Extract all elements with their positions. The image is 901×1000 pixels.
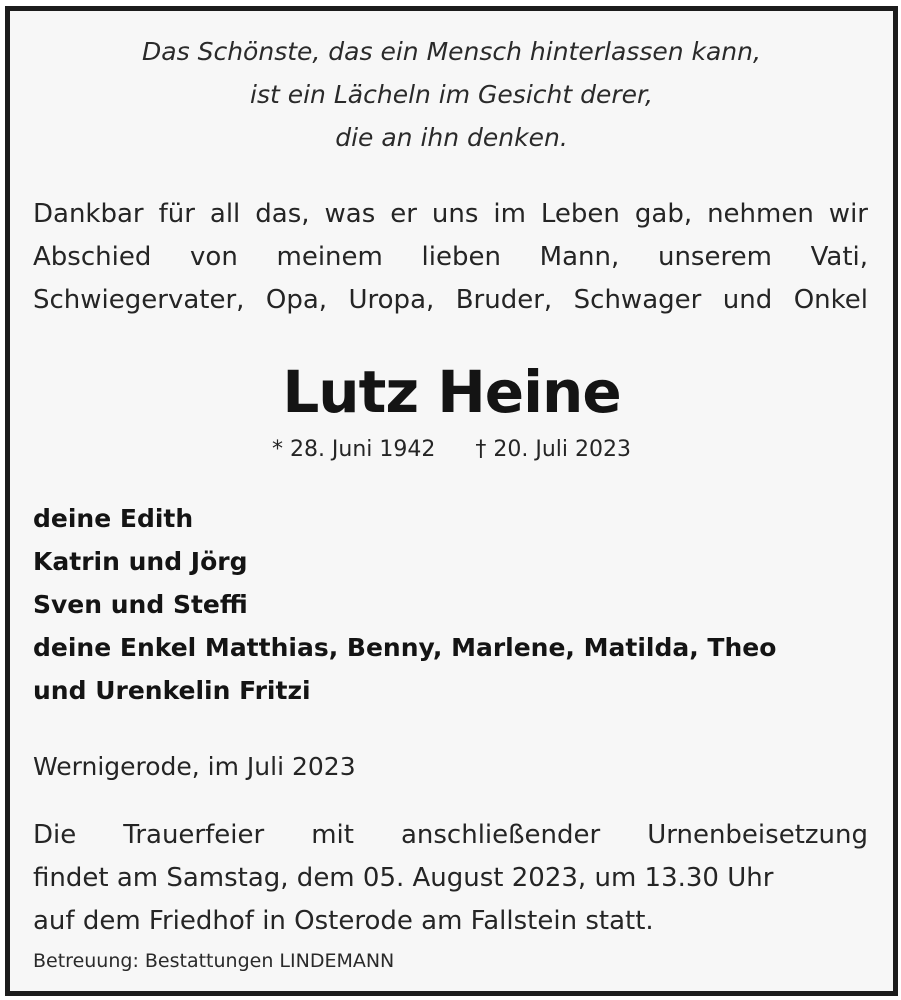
funeral-line-3: auf dem Friedhof in Osterode am Fallstein statt.: [33, 906, 654, 936]
intro-line-3: Schwiegervater, Opa, Uropa, Bruder, Schwager und Onkel: [33, 285, 868, 315]
death-date: † 20. Juli 2023: [475, 437, 632, 462]
intro-line-1: Dankbar für all das, was er uns im Leben gab, nehmen wir: [33, 199, 868, 229]
obituary-notice: [5, 6, 898, 996]
place-and-date: Wernigerode, im Juli 2023: [33, 752, 356, 781]
funeral-line-1: Die Trauerfeier mit anschließender Urnenbeisetzung: [33, 820, 868, 850]
birth-date: * 28. Juni 1942: [271, 437, 436, 462]
mourner-line: und Urenkelin Fritzi: [33, 676, 311, 705]
funeral-director: Betreuung: Bestattungen LINDEMANN: [33, 950, 395, 972]
motto-line-2: ist ein Lächeln im Gesicht derer,: [250, 80, 653, 109]
mourner-line: Sven und Steffi: [33, 590, 248, 619]
deceased-name: Lutz Heine: [282, 358, 621, 426]
funeral-line-2: findet am Samstag, dem 05. August 2023, um 13.30 Uhr: [33, 863, 774, 893]
motto-line-3: die an ihn denken.: [335, 123, 568, 152]
intro-line-2: Abschied von meinem lieben Mann, unserem Vati,: [33, 242, 868, 272]
mourner-line: deine Enkel Matthias, Benny, Marlene, Matilda, Theo: [33, 633, 777, 662]
life-dates: [10, 437, 893, 462]
motto-line-1: Das Schönste, das ein Mensch hinterlassen kann,: [142, 37, 761, 66]
mourner-line: Katrin und Jörg: [33, 547, 248, 576]
mourner-line: deine Edith: [33, 504, 194, 533]
